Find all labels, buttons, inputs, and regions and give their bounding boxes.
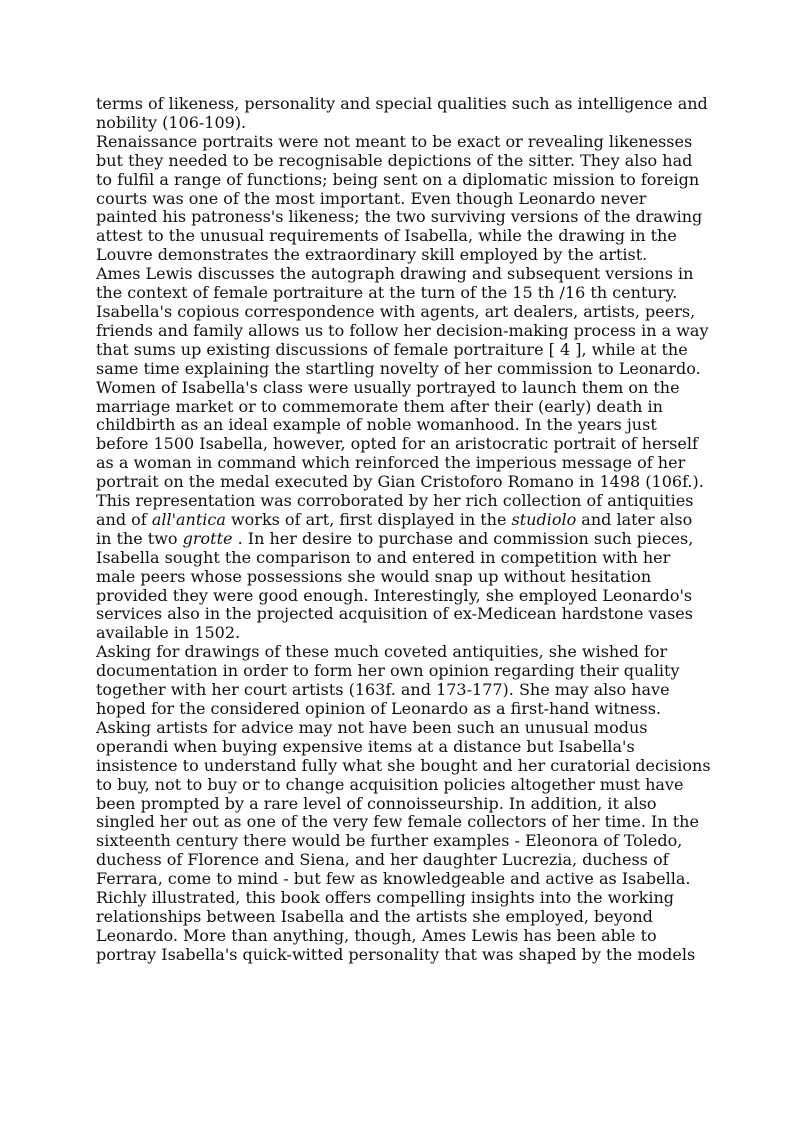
paragraph-text: . In her desire to purchase and commission such pieces, Isabella sought the comparison to and entered in competition with her male peers whose possessions she would snap up without hesitation provided they were good enough. Interestingly, she employed Leonardo's services also in the projected acquisition of ex-Medicean hardstone vases available in 1502. — [96, 528, 694, 643]
italic-term: all'antica — [151, 509, 226, 529]
paragraph — [96, 265, 712, 492]
paragraph-text: Ames Lewis discusses the autograph drawing and subsequent versions in the context of female portraiture at the turn of the 15 th /16 th century. Isabella's copious correspondence with agents, art dealers, artists, peers, friends and family allows us to follow her decision-making process in a way that sums up existing discussions of female portraiture [ 4 ], while at the same time explaining the startling novelty of her commission to Leonardo. Women of Isabella's class were usually portrayed to launch them on the marriage market or to commemorate them after their (early) death in childbirth as an ideal example of noble womanhood. In the years just before 1500 Isabella, however, opted for an aristocratic portrait of herself as a woman in command which reinforced the imperious message of her portrait on the medal executed by Gian Cristoforo Romano in 1498 (106f.). — [96, 264, 709, 492]
paragraph-text: and later also in the two — [96, 509, 693, 548]
paragraph — [96, 133, 712, 265]
paragraph — [96, 889, 712, 965]
paragraph-text: works of art, first displayed in the — [225, 509, 512, 529]
paragraph-text: Richly illustrated, this book offers compelling insights into the working relationships between Isabella and the artists she employed, beyond Leonardo. More than anything, though, Ames Lewis has been able to portray Isabella's quick-witted personality that was shaped by the models — [96, 888, 696, 964]
paragraph — [96, 492, 712, 643]
body-text — [96, 95, 712, 965]
italic-term: grotte — [182, 528, 233, 548]
paragraph — [96, 643, 712, 889]
paragraph-text: This representation was corroborated by her rich collection of antiquities and of — [96, 491, 694, 529]
paragraph-text: Renaissance portraits were not meant to be exact or revealing likenesses but they needed to be recognisable depictions of the sitter. They also had to fulfil a range of functions; being sent on a diplomatic mission to foreign courts was one of the most important. Even though Leonardo never painted his patroness's likeness; the two surviving versions of the drawing attest to the unusual requirements of Isabella, while the drawing in the Louvre demonstrates the extraordinary skill employed by the artist. — [96, 131, 703, 265]
italic-term: studiolo — [511, 509, 577, 529]
paragraph-text: terms of likeness, personality and special qualities such as intelligence and nobility (106-109). — [96, 94, 708, 132]
paragraph — [96, 95, 712, 133]
paragraph-text: Asking for drawings of these much coveted antiquities, she wished for documentation in order to form her own opinion regarding their quality together with her court artists (163f. and 173-177). She may also have hoped for the considered opinion of Leonardo as a first-hand witness. Asking artists for advice may not have been such an unusual modus operandi when buying expensive items at a distance but Isabella's insistence to understand fully what she bought and her curatorial decisions to buy, not to buy or to change acquisition policies altogether must have been prompted by a rare level of connoisseurship. In addition, it also singled her out as one of the very few female collectors of her time. In the sixteenth century there would be further examples - Eleonora of Toledo, duchess of Florence and Siena, and her daughter Lucrezia, duchess of Ferrara, come to mind - but few as knowledgeable and active as Isabella. — [96, 642, 711, 889]
